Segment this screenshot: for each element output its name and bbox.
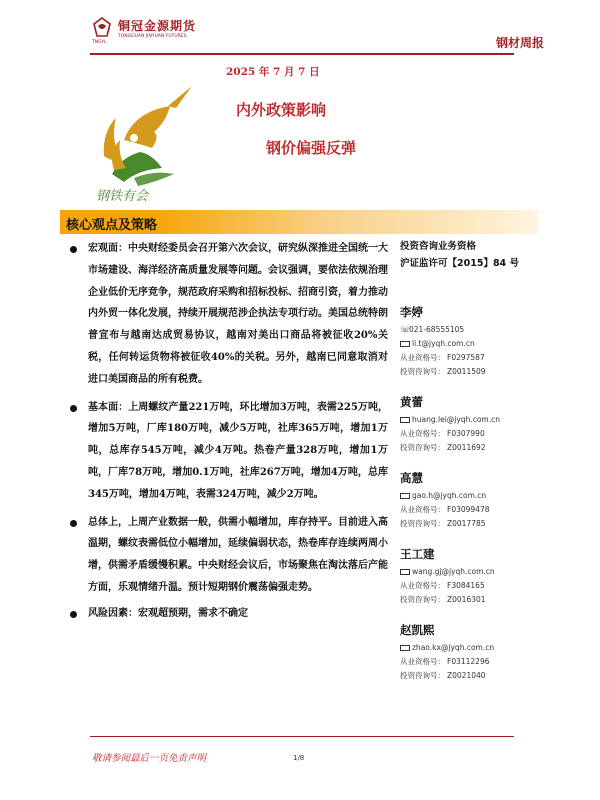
report-date: 2025 年 7 月 7 日 [226, 66, 320, 78]
bullet-text: 风险因素：宏观超预期，需求不确定 [88, 607, 248, 619]
bullet-icon [70, 405, 77, 412]
mail-icon [400, 341, 410, 347]
analyst-qual: 从业资格号： F0307990 [400, 429, 485, 438]
bullet-risks [70, 603, 388, 625]
logo-english-name: TONGGUAN JINYUAN FUTURES [118, 34, 187, 39]
logo-chinese-name: 铜冠金源期货 [118, 19, 197, 33]
bullet-text: 基本面：上周螺纹产量221万吨，环比增加3万吨，表需225万吨，增加5万吨，厂库180万吨，减少5万吨，社库365万吨，增加1万吨，总库存545万吨，减少4万吨。热卷产量328万吨，增加1万吨，厂库78万吨，增加0.1万吨，社库267万吨，增加4万吨，总库345万吨，增加4万吨，表需324万吨，减少2万吨。 [88, 401, 388, 500]
disclaimer-note: 敬请参阅最后一页免责声明 [92, 753, 207, 764]
analyst-card [400, 394, 560, 455]
section-header-bar [60, 210, 538, 234]
analyst-email[interactable]: huang.lei@jyqh.com.cn [400, 413, 560, 427]
analyst-invest: 投资咨询号： Z0017785 [400, 519, 486, 528]
mail-icon [400, 493, 410, 499]
qualification-license: 沪证监许可【2015】84 号 [400, 258, 519, 269]
logo-abbrev: TNGYL [92, 40, 107, 45]
company-logo [90, 16, 200, 46]
headline-line-1: 内外政策影响 [236, 101, 327, 119]
bullet-icon [70, 611, 77, 618]
analyst-email[interactable]: wang.gj@jyqh.com.cn [400, 565, 560, 579]
analyst-email[interactable]: gao.h@jyqh.com.cn [400, 489, 560, 503]
analyst-card [400, 470, 560, 531]
bullet-text: 总体上，上周产业数据一般，供需小幅增加，库存持平。目前进入高温期，螺纹表需低位小幅增加，延续偏弱状态，热卷库存连续两周小增，供需矛盾缓慢积累。中央财经会议后，市场聚焦在淘汰落后产能方面，乐观情绪升温。预计短期钢价震荡偏强走势。 [88, 516, 388, 593]
analyst-invest: 投资咨询号： Z0011509 [400, 367, 486, 376]
emblem-caption: 钢铁有会 [96, 189, 149, 204]
analyst-name: 黄蕾 [400, 395, 423, 409]
analyst-card [400, 304, 560, 379]
analyst-name: 赵凯熙 [400, 623, 435, 637]
footer-divider [90, 736, 514, 737]
analyst-qual: 从业资格号： F03099478 [400, 505, 490, 514]
page-header [0, 0, 600, 62]
analyst-invest: 投资咨询号： Z0021040 [400, 671, 486, 680]
bullet-macro [70, 238, 388, 391]
bullet-summary [70, 512, 388, 599]
core-views-column [70, 238, 388, 630]
qualification-title: 投资咨询业务资格 [400, 241, 477, 252]
mail-icon [400, 569, 410, 575]
analyst-invest: 投资咨询号： Z0016301 [400, 595, 486, 604]
phone-icon: ☏ [400, 325, 411, 334]
bullet-fundamentals [70, 397, 388, 506]
section-title: 核心观点及策略 [66, 218, 158, 233]
analyst-name: 李婷 [400, 305, 423, 319]
logo-mark-icon [90, 16, 114, 40]
header-divider [90, 53, 514, 55]
analyst-card [400, 546, 560, 607]
analyst-email[interactable]: li.t@jyqh.com.cn [400, 337, 560, 351]
analyst-email[interactable]: zhao.kx@jyqh.com.cn [400, 641, 560, 655]
bullet-icon [70, 246, 77, 253]
emblem-illustration-icon [94, 82, 204, 210]
mail-icon [400, 645, 410, 651]
bullet-text: 宏观面：中央财经委员会召开第六次会议，研究纵深推进全国统一大市场建设、海洋经济高质量发展等问题。会议强调，要依法依规治理企业低价无序竞争，规范政府采购和招标投标、招商引资，着力推动内外贸一体化发展，持续开展规范涉企执法专项行动。美国总统特朗普宣布与越南达成贸易协议，越南对美出口商品将被征收20%关税，任何转运货物将被征收40%的关税。另外，越南已同意取消对进口美国商品的所有税费。 [88, 243, 388, 385]
analyst-name: 高慧 [400, 471, 423, 485]
report-type: 钢材周报 [495, 36, 544, 50]
page-number: 1/8 [293, 754, 305, 762]
analyst-sidebar [400, 238, 560, 680]
analyst-qual: 从业资格号： F03112296 [400, 657, 490, 666]
analyst-qual: 从业资格号： F3084165 [400, 581, 485, 590]
analyst-invest: 投资咨询号： Z0011692 [400, 443, 486, 452]
analyst-qual: 从业资格号： F0297587 [400, 353, 485, 362]
mail-icon [400, 417, 410, 423]
headline-line-2: 钢价偏强反弹 [266, 139, 357, 157]
analyst-card [400, 622, 560, 683]
bullet-icon [70, 520, 77, 527]
analyst-phone: ☏021-68555105 [400, 323, 560, 337]
analyst-name: 王工建 [400, 547, 435, 561]
